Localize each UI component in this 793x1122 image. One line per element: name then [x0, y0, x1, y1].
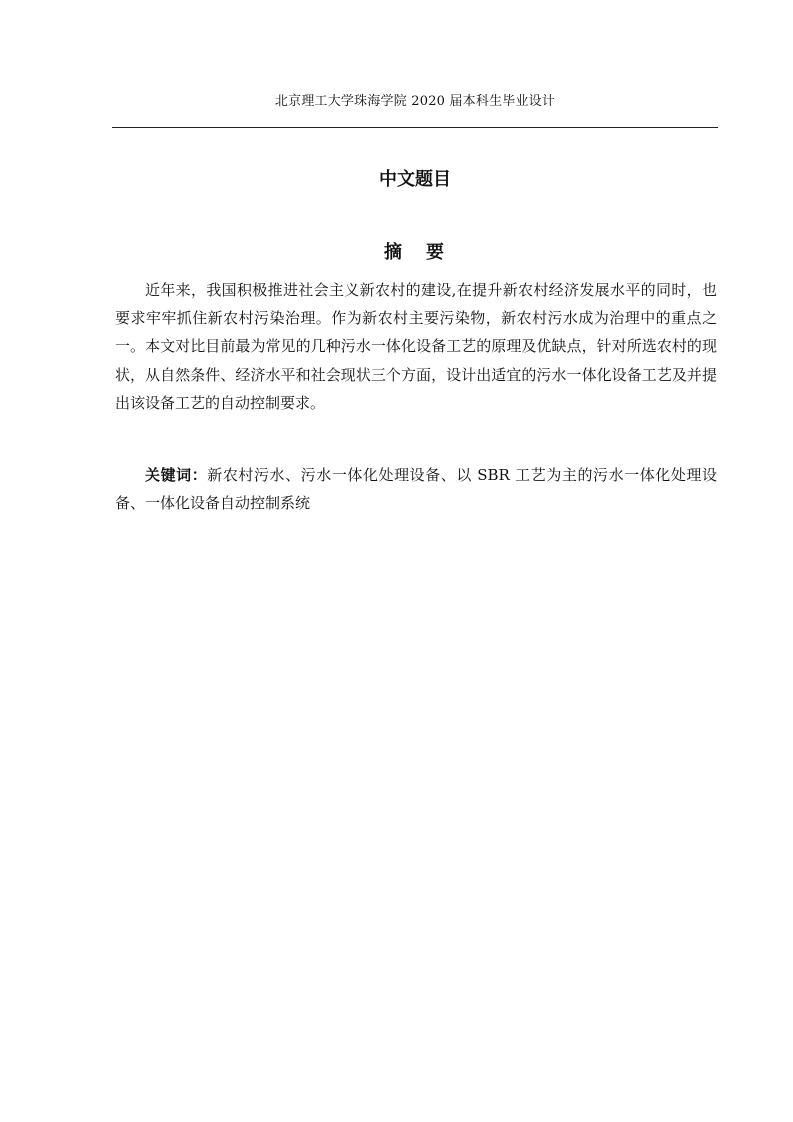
abstract-body: 近年来，我国积极推进社会主义新农村的建设,在提升新农村经济发展水平的同时，也要求牢牢抓住新农村污染治理。作为新农村主要污染物，新农村污水成为治理中的重点之一。本文对比目前最为常见的几种污水一体化设备工艺的原理及优缺点，针对所选农村的现状，从自然条件、经济水平和社会现状三个方面，设计出适宜的污水一体化设备工艺及并提出该设备工艺的自动控制要求。 — [115, 281, 717, 412]
abstract-heading — [112, 241, 718, 265]
keywords-label: 关键词： — [145, 466, 208, 484]
document-title: 中文题目 — [379, 169, 451, 190]
page-header: 北京理工大学珠海学院 2020 届本科生毕业设计 — [274, 94, 556, 109]
keywords-paragraph — [115, 461, 717, 517]
header-divider — [112, 127, 718, 128]
abstract-heading-right: 要 — [426, 242, 446, 263]
abstract-heading-left: 摘 — [384, 242, 404, 263]
keywords-text: 新农村污水、污水一体化处理设备、以 SBR 工艺为主的污水一体化处理设备、一体化设备自动控制系统 — [115, 466, 717, 513]
